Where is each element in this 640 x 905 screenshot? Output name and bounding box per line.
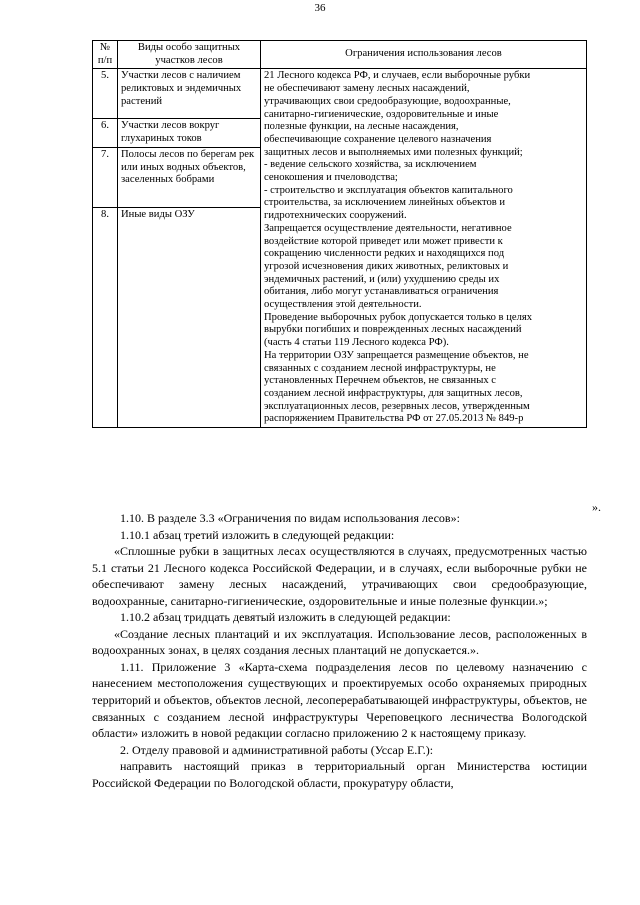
restrictions-line: обитания, либо могут устанавливаться ограничения: [264, 286, 499, 298]
paragraph-section-1-10: 1.10. В разделе 3.3 «Ограничения по видам использования лесов»:: [120, 511, 460, 525]
row-num: 6.: [93, 119, 118, 147]
row-num: 7.: [93, 147, 118, 207]
restrictions-line: воздействие которой приведет или может привести к: [264, 235, 503, 247]
restrictions-line: не обеспечивают замену лесных насаждений,: [264, 83, 470, 95]
restrictions-line: (часть 4 статьи 119 Лесного кодекса РФ).: [264, 337, 449, 349]
header-num: № п/п: [93, 41, 118, 69]
table-header-row: [93, 41, 587, 69]
closing-quote-mark: ».: [592, 500, 601, 514]
restrictions-line: эндемичных растений, и (или) ухудшению среды их: [264, 273, 500, 285]
restrictions-line: осуществления этой деятельности.: [264, 299, 422, 311]
paragraph-send-order: направить настоящий приказ в территориальный орган Министерства юстиции Российской Федерации по Вологодской области, прокуратуру области,: [92, 759, 587, 790]
restrictions-line: утрачивающих свои средообразующие, водоохранные,: [264, 95, 511, 107]
restrictions-line: установленных Перечнем объектов, не связанных с: [264, 375, 496, 387]
paragraph-quote-clear-cutting: «Сплошные рубки в защитных лесах осуществляются в случаях, предусмотренных частью 5.1 статьи 21 Лесного кодекса Российской Федерации, и в случаях, если выборочные рубки не обеспечивают замену лесных насаждений, утрачивающих свои средообразующие, водоохранные, санитарно-гигиенические, оздоровительные и иные полезные функции.»;: [92, 544, 587, 608]
row-kind: Участки лесов с наличием реликтовых и эндемичных растений: [118, 69, 261, 119]
restrictions-line: защитных лесов и выполняемых ими полезных функций;: [264, 146, 523, 158]
header-kind: Виды особо защитных участков лесов: [118, 41, 261, 69]
table-row: [93, 69, 587, 119]
page-number: 36: [314, 2, 326, 14]
row-num: 5.: [93, 69, 118, 119]
restrictions-line: связанных с созданием лесной инфраструктуры, не: [264, 362, 496, 374]
restrictions-line: Запрещается осуществление деятельности, негативное: [264, 222, 512, 234]
paragraph-1-10-1: 1.10.1 абзац третий изложить в следующей редакции:: [120, 527, 395, 542]
restrictions-line: гидротехнических сооружений.: [264, 210, 407, 222]
restrictions-line: угрозой исчезновения диких животных, реликтовых и: [264, 260, 509, 272]
restrictions-line: санитарно-гигиенические, оздоровительные и иные: [264, 108, 499, 120]
restrictions-line: 21 Лесного кодекса РФ, и случаев, если выборочные рубки: [264, 70, 531, 82]
restrictions-cell: [261, 69, 587, 428]
restrictions-line: вырубки погибших и поврежденных лесных насаждений: [264, 324, 522, 336]
document-body: [92, 510, 587, 791]
paragraph-quote-plantations: «Создание лесных плантаций и их эксплуатация. Использование лесов, расположенных в водоохранных зонах, в целях создания лесных плантаций не допускается.».: [92, 626, 587, 658]
restrictions-line: строительства, за исключением линейных объектов и: [264, 197, 506, 209]
restrictions-line: созданием лесной инфраструктуры, для защитных лесов,: [264, 387, 523, 399]
restrictions-line: - строительство и эксплуатация объектов капитального: [264, 184, 513, 196]
row-num: 8.: [93, 207, 118, 427]
header-restrictions: Ограничения использования лесов: [261, 41, 587, 69]
row-kind: Участки лесов вокруг глухариных токов: [118, 119, 261, 147]
restrictions-line: На территории ОЗУ запрещается размещение объектов, не: [264, 349, 529, 361]
paragraph-1-11: 1.11. Приложение 3 «Карта-схема подразделения лесов по целевому назначению с нанесением местоположения существующих и проектируемых особо охраняемых природных территорий и объектов, объектов лесной, лесоперерабатывающей инфраструктуры, объектов, не связанных с созданием лесной инфраструктуры Череповецкого лесничества Вологодской области» изложить в новой редакции согласно приложению 2 к настоящему приказу.: [92, 659, 587, 741]
paragraph-1-10-2: 1.10.2 абзац тридцать девятый изложить в следующей редакции:: [120, 610, 451, 625]
row-kind: Иные виды ОЗУ: [118, 207, 261, 427]
row-kind: Полосы лесов по берегам рек или иных водных объектов, заселенных бобрами: [118, 147, 261, 207]
restrictions-table: [92, 40, 587, 428]
restrictions-line: эксплуатационных лесов, резервных лесов, утвержденным: [264, 400, 530, 412]
restrictions-line: обеспечивающие сохранение целевого назначения: [264, 133, 492, 145]
restrictions-line: полезные функции, на лесные насаждения,: [264, 121, 459, 133]
restrictions-line: - ведение сельского хозяйства, за исключением: [264, 159, 477, 171]
restrictions-line: сенокошения и пчеловодства;: [264, 172, 398, 184]
paragraph-2: 2. Отделу правовой и административной работы (Уссар Е.Г.):: [120, 742, 434, 757]
restrictions-line: Проведение выборочных рубок допускается только в целях: [264, 311, 533, 323]
restrictions-line: распоряжением Правительства РФ от 27.05.2013 № 849-р: [264, 413, 524, 425]
restrictions-line: сокращению численности редких и находящихся под: [264, 248, 505, 260]
